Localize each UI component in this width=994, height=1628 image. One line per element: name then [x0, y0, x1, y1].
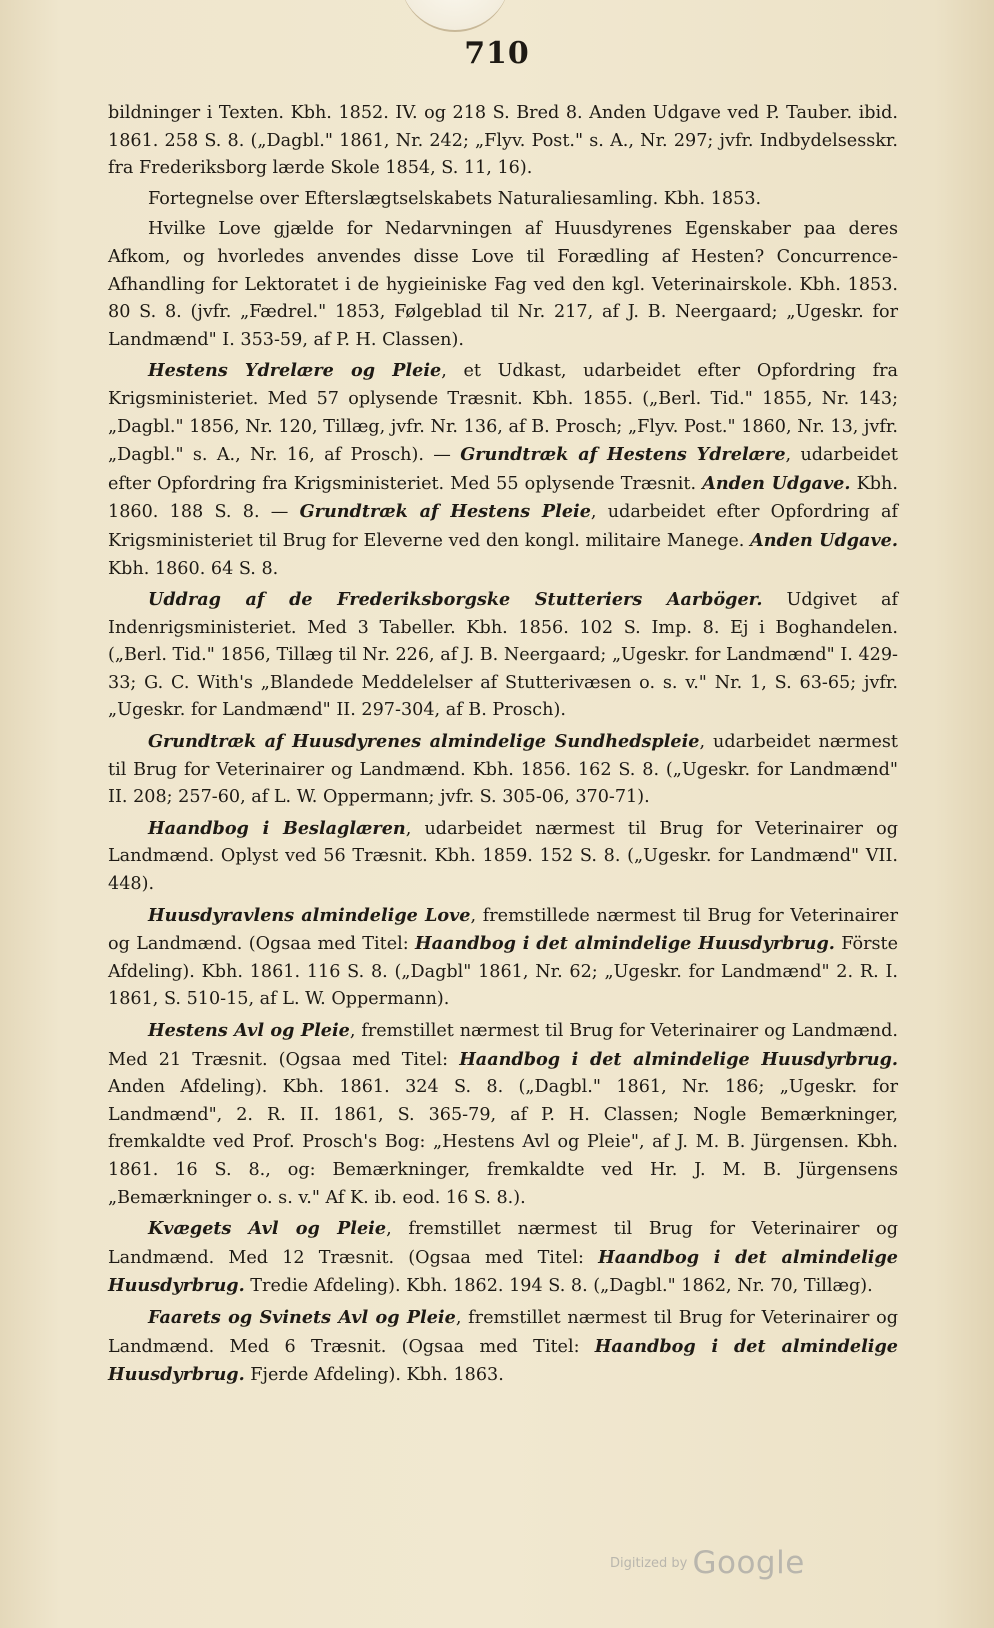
entry-text: Kbh. 1860. 188 S. 8. — — [108, 473, 898, 523]
entry-text: Udgivet af Indenrigsministeriet. Med 3 Tabeller. Kbh. 1856. 102 S. Imp. 8. Ej i Boghandelen. („Berl. Tid." 1856, Tillæg til Nr. 226, af J. B. Neergaard; „Ugeskr. for Landmænd" I. 429-33; G. C. With's „Blandede Meddelelser af Stutterivæsen o. s. v." Nr. 1, S. 63-65; jvfr. „Ugeskr. for Landmænd" II. 297-304, af B. Prosch). — [108, 590, 898, 721]
entry-text: , fremstillet nærmest til Brug for Veterinairer og Landmænd. Med 6 Træsnit. (Ogsaa med Titel: — [108, 1307, 898, 1357]
binding-hole — [400, 0, 510, 32]
entry-title: Haandbog i det almindelige Huusdyrbrug. — [415, 933, 835, 955]
bibliography-entry — [108, 815, 898, 899]
entry-text: Fjerde Afdeling). Kbh. 1863. — [244, 1365, 504, 1386]
entry-text: , fremstillede nærmest til Brug for Veterinairer og Landmænd. (Ogsaa med Titel: — [108, 905, 898, 955]
entry-title: Kvægets Avl og Pleie — [148, 1218, 387, 1240]
bibliography-entry — [108, 216, 898, 354]
entry-title: Anden Udgave. — [702, 472, 851, 494]
bibliography-entry — [108, 186, 898, 214]
entry-text: , udarbeidet nærmest til Brug for Veterinairer og Landmænd. Oplyst ved 56 Træsnit. Kbh. 1859. 152 S. 8. („Ugeskr. for Landmænd" VII. 448). — [108, 818, 898, 895]
entry-text: , udarbeidet efter Opfordring af Krigsministeriet til Brug for Eleverne ved den kongl. militaire Manege. — [108, 502, 898, 551]
entry-text: Anden Afdeling). Kbh. 1861. 324 S. 8. („Dagbl." 1861, Nr. 186; „Ugeskr. for Landmænd", 2. R. II. 1861, S. 365-79, af P. H. Classen; Nogle Bemærkninger, fremkaldte ved Prof. Prosch's Bog: „Hestens Avl og Pleie", af J. M. B. Jürgensen. Kbh. 1861. 16 S. 8., og: Bemærkninger, fremkaldte ved Hr. J. M. B. Jürgensens „Bemærkninger o. s. v." Af K. ib. eod. 16 S. 8.). — [108, 1077, 898, 1208]
entry-title: Hestens Avl og Pleie — [148, 1020, 350, 1041]
bibliography-entry — [108, 100, 898, 183]
entry-text: Tredie Afdeling). Kbh. 1862. 194 S. 8. („Dagbl." 1862, Nr. 70, Tillæg). — [244, 1276, 873, 1297]
entry-text: bildninger i Texten. Kbh. 1852. IV. og 218 S. Bred 8. Anden Udgave ved P. Tauber. ibid. 1861. 258 S. 8. („Dagbl." 1861, Nr. 242; „Flyv. Post." s. A., Nr. 297; jvfr. Indbydelsesskr. fra Frederiksborg lærde Skole 1854, S. 11, 16). — [108, 103, 898, 179]
entry-title: Haandbog i det almindelige Huusdyrbrug. — [459, 1048, 899, 1070]
entry-title: Uddrag af de Frederiksborgske Stutteriers Aarböger. — [148, 589, 763, 611]
entry-title: Faarets og Svinets Avl og Pleie — [148, 1306, 456, 1328]
bibliography-text — [108, 100, 898, 1393]
entry-text: , fremstillet nærmest til Brug for Veterinairer og Landmænd. Med 21 Træsnit. (Ogsaa med Titel: — [108, 1021, 898, 1070]
entry-text: Hvilke Love gjælde for Nedarvningen af Huusdyrenes Egenskaber paa deres Afkom, og hvorledes anvendes disse Love til Forædling af Hesten? Concurrence-Afhandling for Lektoratet i de hygieiniske Fag ved den kgl. Veterinairskole. Kbh. 1853. 80 S. 8. (jvfr. „Fædrel." 1853, Følgeblad til Nr. 217, af J. B. Neergaard; „Ugeskr. for Landmænd" I. 353-59, af P. H. Classen). — [108, 219, 898, 350]
page-number: 710 — [464, 36, 530, 71]
bibliography-entry — [108, 357, 898, 583]
entry-title: Grundtræk af Hestens Pleie — [299, 501, 591, 523]
bibliography-entry — [108, 586, 898, 725]
entry-text: Fortegnelse over Efterslægtselskabets Naturaliesamling. Kbh. 1853. — [148, 188, 762, 209]
entry-title: Haandbog i det almindelige Huusdyrbrug. — [108, 1335, 898, 1386]
entry-text: Förste Afdeling). Kbh. 1861. 116 S. 8. („Dagbl" 1861, Nr. 62; „Ugeskr. for Landmænd" 2. R. I. 1861, S. 510-15, af L. W. Oppermann). — [108, 934, 899, 1010]
watermark-brand: Google — [692, 1545, 805, 1581]
entry-text: Kbh. 1860. 64 S. 8. — [108, 558, 279, 579]
bibliography-entry — [108, 902, 898, 1014]
bibliography-entry — [108, 1215, 898, 1301]
entry-text: , et Udkast, udarbeidet efter Opfordring fra Krigsministeriet. Med 57 oplysende Træsnit. Kbh. 1855. („Berl. Tid." 1855, Nr. 143; „Dagbl." 1856, Nr. 120, Tillæg, jvfr. Nr. 136, af B. Prosch; „Flyv. Post." 1860, Nr. 13, jvfr. „Dagbl." s. A., Nr. 16, af Prosch). — — [108, 361, 899, 466]
entry-title: Grundtræk af Huusdyrenes almindelige Sundhedspleie — [148, 731, 700, 753]
entry-title: Hestens Ydrelære og Pleie — [148, 360, 442, 382]
entry-text: , udarbeidet efter Opfordring fra Krigsministeriet. Med 55 oplysende Træsnit. — [108, 445, 898, 494]
bibliography-entry — [108, 1304, 898, 1390]
watermark-prefix: Digitized by — [610, 1556, 688, 1571]
entry-title: Anden Udgave. — [750, 529, 898, 551]
entry-text: , udarbeidet nærmest til Brug for Veterinairer og Landmænd. Kbh. 1856. 162 S. 8. („Ugeskr. for Landmænd" II. 208; 257-60, af L. W. Oppermann; jvfr. S. 305-06, 370-71). — [108, 732, 898, 808]
entry-text: , fremstillet nærmest til Brug for Veterinairer og Landmænd. Med 12 Træsnit. (Ogsaa med Titel: — [108, 1219, 898, 1268]
digitized-by-google-watermark — [610, 1545, 805, 1581]
entry-title: Haandbog i det almindelige Huusdyrbrug. — [108, 1246, 898, 1297]
entry-title: Huusdyravlens almindelige Love — [148, 904, 471, 926]
entry-title: Haandbog i Beslaglæren — [148, 817, 406, 839]
bibliography-entry — [108, 728, 898, 812]
bibliography-entry — [108, 1017, 898, 1212]
entry-title: Grundtræk af Hestens Ydrelære — [460, 444, 786, 466]
